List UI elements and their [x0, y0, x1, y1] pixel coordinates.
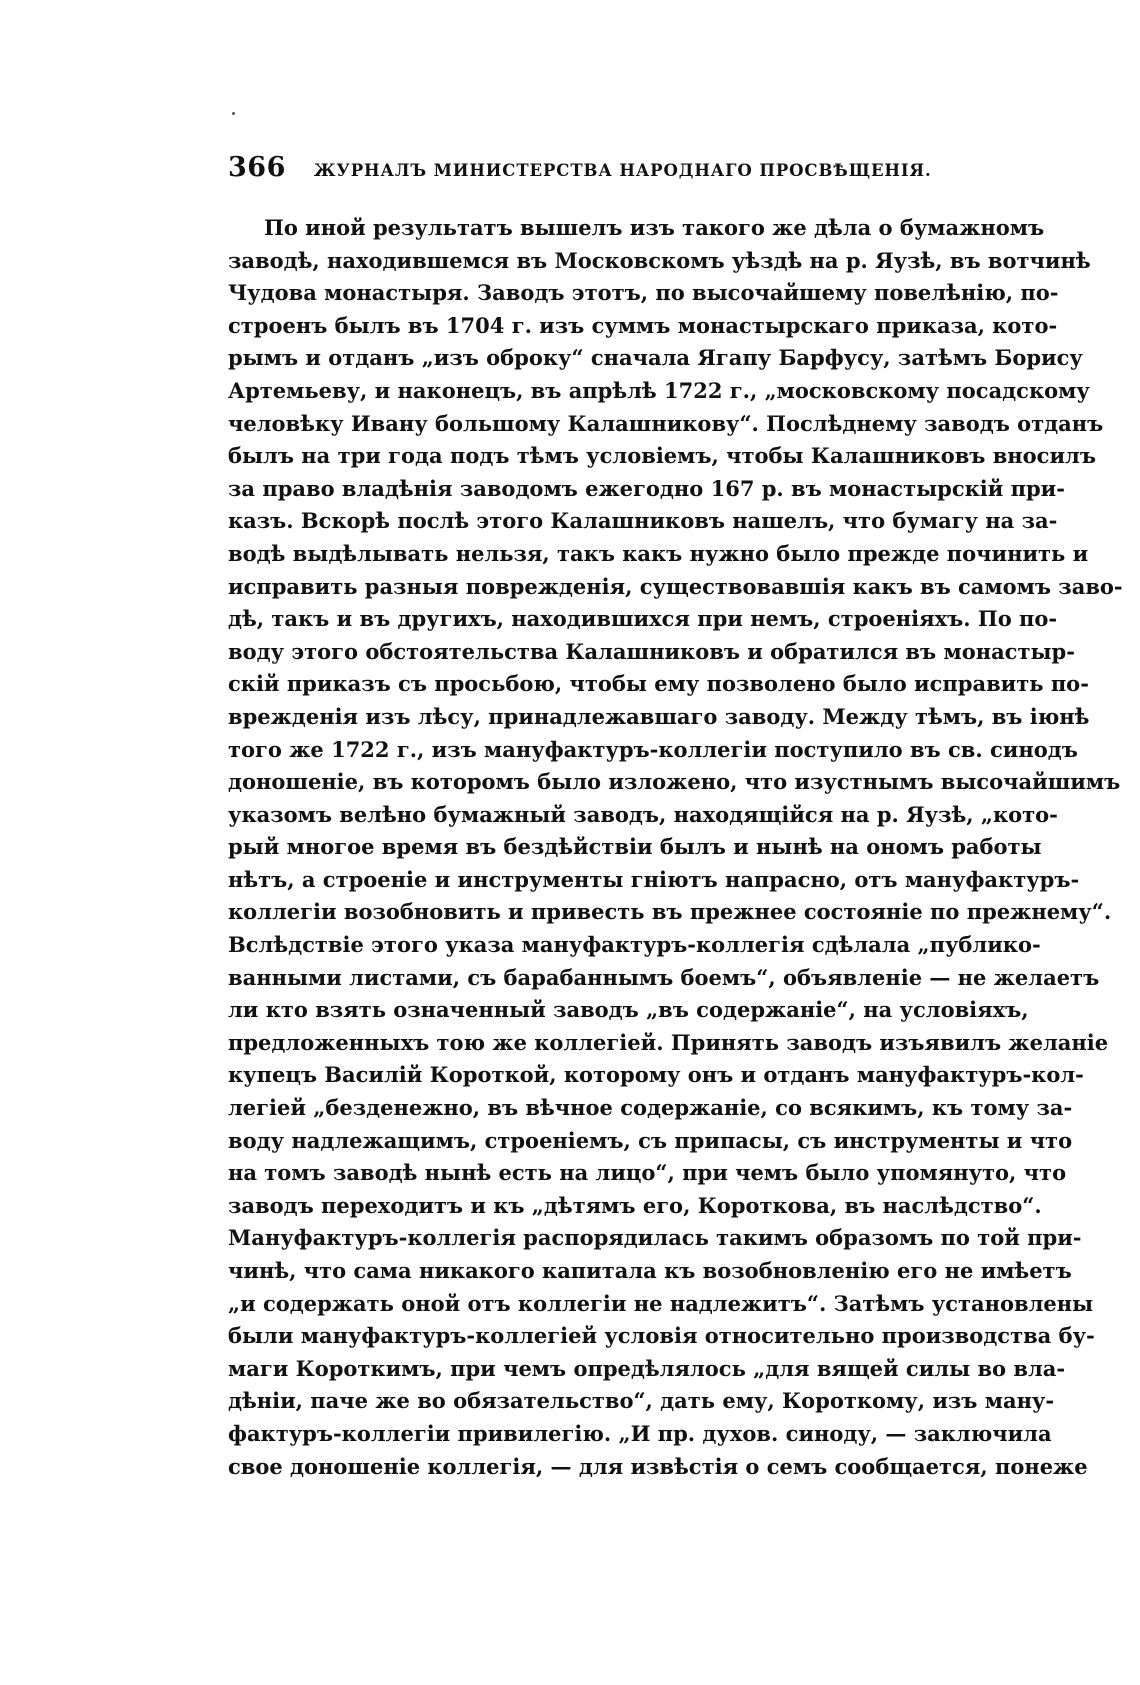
text-line: свое доношеніе коллегія, — для извѣстія о семъ сообщается, понеже [228, 1453, 1088, 1479]
text-line: водѣ выдѣлывать нельзя, такъ какъ нужно было прежде починить и [228, 540, 1089, 566]
text-line: дѣ, такъ и въ другихъ, находившихся при немъ, строеніяхъ. По по- [228, 606, 1058, 632]
text-line: за право владѣнія заводомъ ежегодно 167 р. въ монастырскій при- [228, 475, 1065, 501]
text-line: дѣніи, паче же во обязательство“, дать ему, Короткому, изъ ману- [228, 1388, 1055, 1414]
body-paragraph [228, 212, 1123, 1483]
text-line: заводѣ, находившемся въ Московскомъ уѣздѣ на р. Яузѣ, въ вотчинѣ [228, 247, 1091, 273]
text-line: легіей „безденежно, въ вѣчное содержаніе, со всякимъ, къ тому за- [228, 1095, 1073, 1121]
text-line: рымъ и отданъ „изъ оброку“ сначала Ягапу Барфусу, затѣмъ Борису [228, 345, 1083, 371]
text-line: воду надлежащимъ, строеніемъ, съ припасы, съ инструменты и что [228, 1127, 1073, 1153]
text-line: коллегіи возобновить и привесть въ прежнее состояніе по прежнему“. [228, 899, 1112, 925]
text-line: ванными листами, съ барабаннымъ боемъ“, объявленіе — не желаетъ [228, 964, 1100, 990]
text-line: предложенныхъ тою же коллегіей. Принять заводъ изъявилъ желаніе [228, 1029, 1109, 1055]
text-line: были мануфактуръ-коллегіей условія относительно производства бу- [228, 1323, 1095, 1349]
text-line: чинѣ, что сама никакого капитала къ возобновленію его не имѣетъ [228, 1258, 1072, 1283]
text-line: на томъ заводѣ нынѣ есть на лицо“, при чемъ было упомянуто, что [228, 1160, 1067, 1186]
text-line: того же 1722 г., изъ мануфактуръ-коллегіи поступило въ св. синодъ [228, 736, 1078, 762]
text-line: рый многое время въ бездѣйствіи былъ и нынѣ на ономъ работы [228, 834, 1042, 860]
page-header [228, 152, 932, 192]
running-head: ЖУРНАЛЪ МИНИСТЕРСТВА НАРОДНАГО ПРОСВѢЩЕНІЯ. [313, 161, 932, 180]
text-line: воду этого обстоятельства Калашниковъ и обратился въ монастыр- [228, 638, 1075, 664]
paper-speck [232, 112, 235, 115]
text-line: былъ на три года подъ тѣмъ условіемъ, чтобы Калашниковъ вносилъ [228, 443, 1096, 469]
text-line: купецъ Василій Короткой, которому онъ и отданъ мануфактуръ-кол- [228, 1062, 1084, 1088]
text-line: исправить разныя поврежденія, существовавшія какъ въ самомъ заво- [228, 573, 1123, 599]
text-line: человѣку Ивану большому Калашникову“. Послѣднему заводъ отданъ [228, 410, 1104, 436]
text-line: Вслѣдствіе этого указа мануфактуръ-коллегія сдѣлала „публико- [228, 932, 1041, 958]
text-line: скій приказъ съ просьбою, чтобы ему позволено было исправить по- [228, 671, 1089, 697]
text-line: „и содержать оной отъ коллегіи не надлежитъ“. Затѣмъ установлены [228, 1290, 1094, 1316]
text-line: Артемьеву, и наконецъ, въ апрѣлѣ 1722 г., „московскому посадскому [228, 377, 1090, 403]
text-line: По иной результатъ вышелъ изъ такого же дѣла о бумажномъ [264, 215, 1045, 240]
text-line: фактуръ-коллегіи привилегію. „И пр. духов. синоду, — заключила [228, 1420, 1052, 1446]
text-line: маги Короткимъ, при чемъ опредѣлялось „для вящей силы во вла- [228, 1355, 1066, 1381]
text-line: доношеніе, въ которомъ было изложено, что изустнымъ высочайшимъ [228, 769, 1121, 795]
text-line: Чудова монастыря. Заводъ этотъ, по высочайшему повелѣнію, по- [228, 280, 1059, 306]
text-line: указомъ велѣно бумажный заводъ, находящійся на р. Яузѣ, „кото- [228, 801, 1058, 827]
text-line: строенъ былъ въ 1704 г. изъ суммъ монастырскаго приказа, кото- [228, 312, 1058, 338]
text-line: ли кто взять означенный заводъ „въ содержаніе“, на условіяхъ, [228, 997, 1029, 1023]
page-number: 366 [228, 152, 286, 183]
text-line: заводъ переходитъ и къ „дѣтямъ его, Короткова, въ наслѣдство“. [228, 1192, 1042, 1218]
text-line: Мануфактуръ-коллегія распорядилась такимъ образомъ по той при- [228, 1225, 1082, 1251]
text-line: казъ. Вскорѣ послѣ этого Калашниковъ нашелъ, что бумагу на за- [228, 508, 1058, 534]
text-line: нѣтъ, а строеніе и инструменты гніютъ напрасно, отъ мануфактуръ- [228, 866, 1080, 892]
text-line: врежденія изъ лѣсу, принадлежавшаго заводу. Между тѣмъ, въ іюнѣ [228, 703, 1090, 729]
